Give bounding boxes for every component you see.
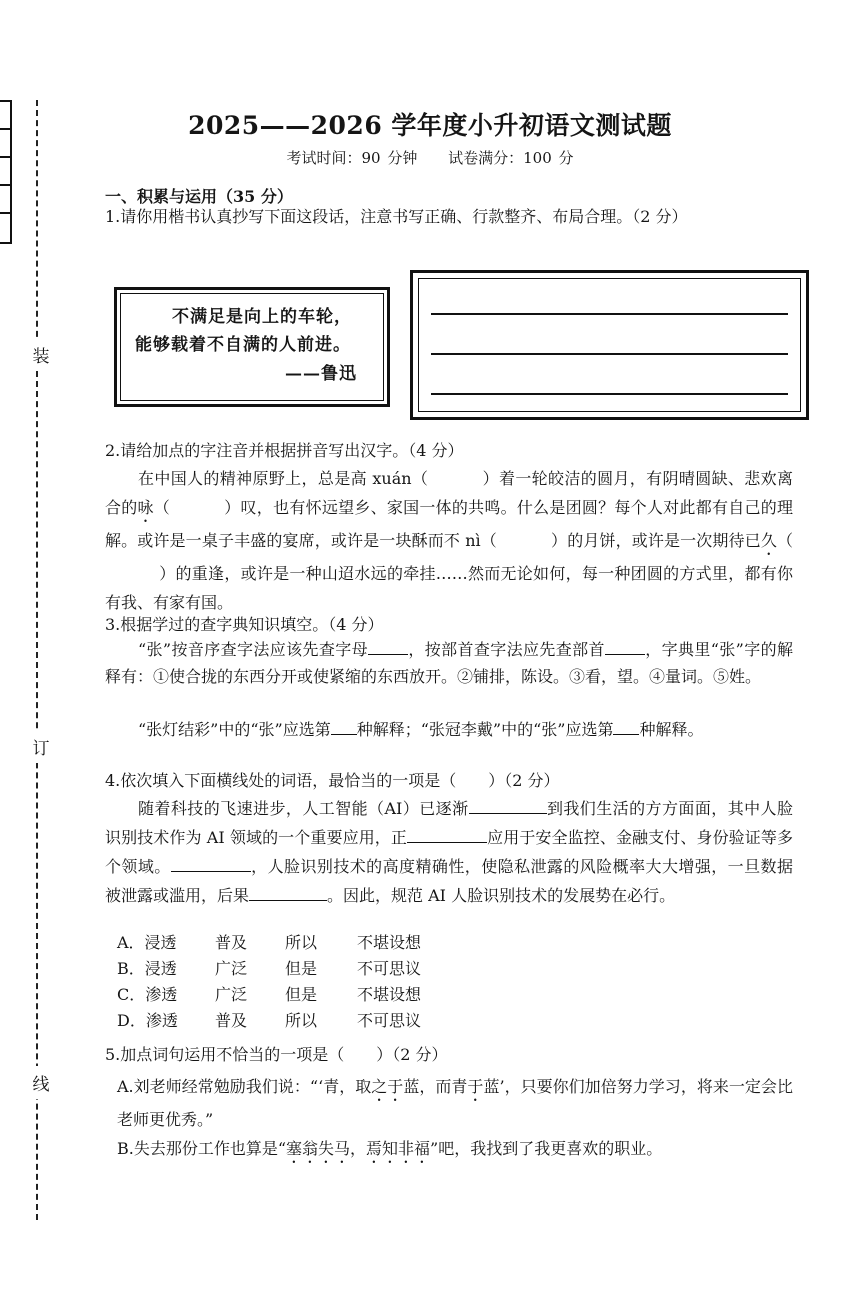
quote-line-2: 能够载着不自满的人前进。: [135, 335, 351, 355]
option-c-word2: 广泛: [215, 985, 248, 1004]
margin-label-zhuang: 装: [30, 338, 52, 371]
answer-blank[interactable]: [368, 638, 408, 655]
answer-blank[interactable]: [171, 855, 251, 872]
option-d-word4: 不可思议: [357, 1011, 422, 1030]
option-d-word3: 所以: [285, 1011, 318, 1030]
answer-blank[interactable]: [613, 718, 639, 735]
q5-option-b[interactable]: B.失去那份工作也算是“塞翁失马，焉知非福”吧，我找到了我更喜欢的职业。: [117, 1139, 663, 1158]
question-1: 1.请你用楷书认真抄写下面这段话，注意书写正确、行款整齐、布局合理。（2 分）: [105, 207, 688, 226]
q5-option-a[interactable]: A.刘老师经常勉励我们说：“‘青，取之于蓝，而青于蓝’，只要你们加倍努力学习，将来一定会比老师更优秀。”: [117, 1077, 793, 1129]
answer-blank[interactable]: [249, 884, 327, 901]
option-c-word1: C．渗透: [117, 985, 178, 1004]
answer-blank[interactable]: [605, 638, 645, 655]
option-b-word2: 广泛: [215, 959, 248, 978]
option-c-word3: 但是: [285, 985, 318, 1004]
corner-box-4: [0, 184, 12, 214]
question-3-passage: “张”按音序查字法应该先查字母 ，按部首查字法应先查部首 ，字典里“张”字的解释有：①使合拢的东西分开或使紧缩的东西放开。②铺排，陈设。③看，望。④量词。⑤姓。: [105, 640, 793, 686]
question-2-passage: 在中国人的精神原野上，总是高 xuán（ ）着一轮皎洁的圆月，有阴晴圆缺、悲欢离合的咏（ ）叹，也有怀远望乡、家国一体的共鸣。什么是团圆？每个人对此都有自己的理解。或许是一桌子丰盛的宴席，或许是一块酥而不 nì（ ）的月饼，或许是一次期待已久（）的重逢，或许是一种山迢水远的牵挂……然而无论如何，每一种团圆的方式里，都有你有我、有家有国。: [105, 469, 793, 612]
option-d-word2: 普及: [215, 1011, 248, 1030]
question-5: 5.加点词句运用不恰当的一项是（ ）（2 分）: [105, 1045, 448, 1064]
exam-full-score: 试卷满分：100 分: [448, 149, 574, 167]
writing-box[interactable]: [410, 270, 809, 420]
corner-box-5: [0, 212, 12, 244]
exam-subtitle: [0, 147, 860, 168]
option-a-word2: 普及: [215, 933, 248, 952]
quote-line-1: 不满足是向上的车轮，: [172, 307, 352, 327]
question-3: 3.根据学过的查字典知识填空。（4 分）: [105, 615, 384, 634]
quote-author: ——鲁迅: [285, 364, 357, 384]
writing-box-inner: [418, 278, 801, 412]
answer-blank[interactable]: [407, 826, 487, 843]
writing-line-2[interactable]: [431, 353, 788, 355]
option-b-word1: B．浸透: [117, 959, 177, 978]
dotted-char-yu: 于: [467, 1077, 484, 1096]
question-2: 2.请给加点的字注音并根据拼音写出汉字。（4 分）: [105, 441, 464, 460]
option-c-word4: 不堪设想: [357, 985, 422, 1004]
exam-time: 考试时间：90 分钟: [286, 149, 418, 167]
section-heading: 一、积累与运用（35 分）: [105, 187, 293, 206]
dotted-phrase-zhiyu: 之于: [371, 1077, 404, 1096]
writing-line-1[interactable]: [431, 313, 788, 315]
answer-blank[interactable]: [331, 718, 357, 735]
question-4: 4.依次填入下面横线处的词语，最恰当的一项是（ ）（2 分）: [105, 771, 560, 790]
writing-line-3[interactable]: [431, 393, 788, 395]
answer-blank[interactable]: [469, 797, 547, 814]
option-a-word4: 不堪设想: [357, 933, 422, 952]
option-b-word3: 但是: [285, 959, 318, 978]
quote-box: [114, 287, 390, 407]
binding-line: [36, 100, 38, 1220]
dotted-phrase-idiom: 塞翁失马，焉知非福: [286, 1139, 431, 1158]
margin-label-xian: 线: [30, 1066, 52, 1099]
option-b-word4: 不可思议: [357, 959, 422, 978]
question-3-passage-2: “张灯结彩”中的“张”应选第 种解释；“张冠李戴”中的“张”应选第 种解释。: [138, 720, 704, 739]
question-4-passage: 随着科技的飞速进步，人工智能（AI）已逐渐 到我们生活的方方面面，其中人脸识别技术作为 AI 领域的一个重要应用，正 应用于安全监控、金融支付、身份验证等多个领域。 ，人脸识别技术的高度精确性，使隐私泄露的风险概率大大增强，一旦数据被泄露或滥用，后果 。因此，规范 AI 人脸识别技术的发展势在必行。: [105, 799, 793, 905]
option-d-word1: D．渗透: [117, 1011, 178, 1030]
exam-title: 2025——2026 学年度小升初语文测试题: [188, 111, 672, 140]
dotted-char-yong: 咏: [137, 498, 154, 517]
option-a-word3: 所以: [285, 933, 318, 952]
dotted-char-jiu: 久: [760, 531, 777, 550]
option-a-word1: A．浸透: [117, 933, 177, 952]
margin-label-ding: 订: [30, 730, 52, 763]
